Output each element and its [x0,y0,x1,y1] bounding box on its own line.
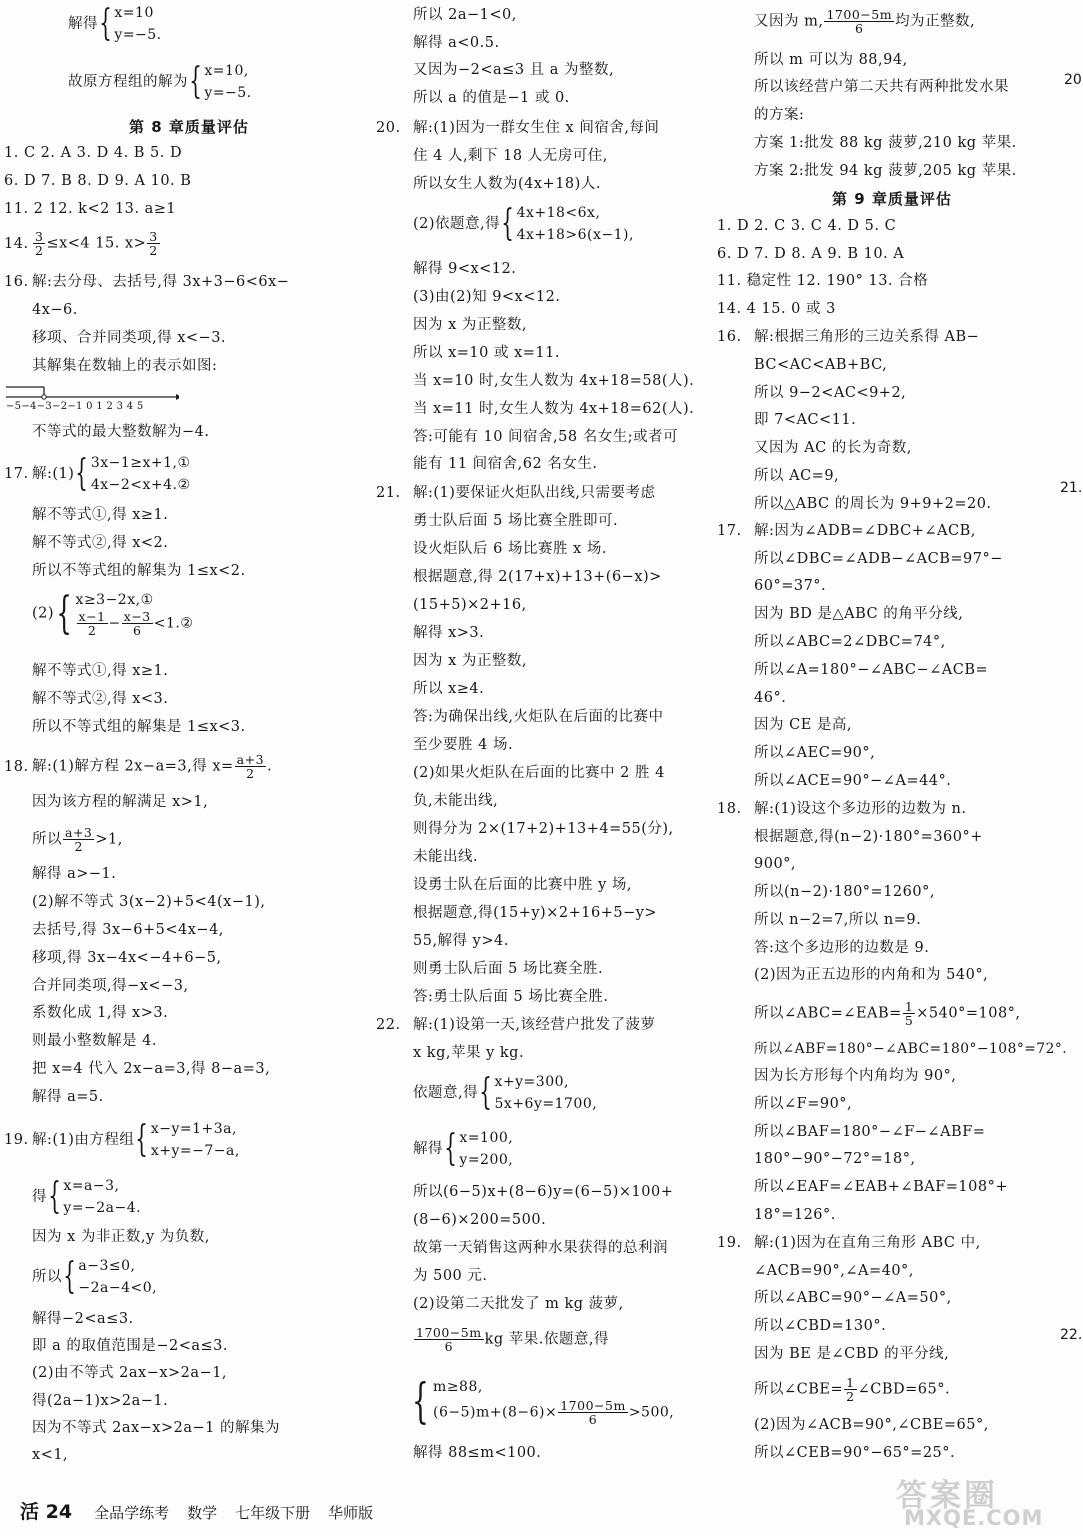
text: kg 苹果.依题意,得 [484,1331,609,1348]
text: 解:去分母、去括号,得 3x+3−6<6x− [32,274,290,290]
answer-line: 14. 4 15. 0 或 3 [717,301,836,317]
answer-line [413,1071,742,1115]
text: 解:(1)由方程组 [32,1132,135,1148]
text: 所以不等式组的解集是 1≤x<3. [32,719,246,735]
text: 解:(1)设第一天,该经营户批发了菠萝 [413,1017,656,1033]
text: (8−6)×200=500. [413,1212,547,1228]
text: . [267,758,273,775]
text: 解得 x>3. [413,625,485,641]
text: 解:(1)因为在直角三角形 ABC 中, [754,1235,981,1251]
text: <1.② [153,615,194,632]
text: (2)因为∠ACB=90°,∠CBE=65°, [754,1417,989,1433]
text: 解得 9<x<12. [413,261,517,277]
answer-line [754,1000,1067,1027]
inequality: −2a−4<0, [78,1280,158,1296]
text: 解得−2<a≤3. [32,1311,134,1327]
text: >500, [628,1404,675,1421]
text: 所以 [32,1269,62,1285]
question-number: 19. [717,1235,742,1251]
text: 解:(1)设这个多边形的边数为 n. [754,801,967,817]
brace: { [479,1072,493,1113]
text: >1, [95,831,123,848]
text: 解:因为∠ADB=∠DBC+∠ACB, [754,523,976,539]
text: 所以∠ABC=∠EAB= [754,1005,902,1022]
equation: y=−5. [114,27,162,43]
tick-labels: −5−4−3−2−1 0 1 2 3 4 5 [6,401,144,412]
denominator: 6 [588,1412,598,1427]
text: 合并同类项,得−x<−3, [32,978,189,994]
adjacent-page-label: 20 [1064,72,1082,88]
text: 解:(1)解方程 2x−a=3,得 x= [32,758,234,775]
text: 故第一天销售这两种水果获得的总利润 [413,1240,668,1256]
fraction [63,826,94,853]
text: 55,解得 y>4. [413,933,509,949]
brace: { [501,203,515,244]
text: 所以 2a−1<0, [413,7,517,23]
denominator: 2 [246,766,255,781]
equation-system [151,1118,240,1162]
text: 所以∠AEC=90°, [754,745,876,761]
text: 解得 a<0.5. [413,35,500,51]
chapter-heading: 第 9 章质量评估 [832,190,952,208]
question-number: 21. [376,485,401,501]
text: 的方案: [754,107,805,123]
text: 移项,得 3x−4x<−4+6−5, [32,950,222,966]
answer-line [4,753,374,780]
text: BC<AC<AB+BC, [754,357,888,373]
book-series: 全品学练考 [94,1504,170,1522]
text: 解得 [413,1141,443,1157]
text: 为 500 元. [413,1268,488,1284]
text: 根据题意,得(15+y)×2+16+5−y> [413,905,658,921]
brace: { [63,1256,77,1297]
text: 所以 [32,831,62,848]
inequality-system [91,452,191,496]
text: 即 7<AC<11. [754,412,857,428]
text: 所以△ABC 的周长为 9+9+2=20. [754,496,992,512]
edition: 华师版 [328,1504,374,1522]
text: 答:为确保出线,火炬队在后面的比赛中 [413,709,664,725]
adjacent-page-label: 22. [1060,1327,1083,1343]
text: 则得分为 2×(17+2)+13+4=55(分), [413,821,674,837]
text: 得(2a−1)x>2a−1. [32,1393,169,1409]
inequality-system [76,590,194,637]
text: ≤x<4 15. x> [46,235,147,252]
text: 勇士队后面 5 场比赛全胜即可. [413,513,619,529]
text: 所以 a 的值是−1 或 0. [413,90,570,106]
text: x kg,苹果 y kg. [413,1045,525,1061]
equation: x=10, [204,63,249,79]
answer-line [413,1127,742,1171]
text: (15+5)×2+16, [413,597,527,613]
text: (2)由不等式 2ax−x>2a−1, [32,1365,228,1381]
brace: { [48,1176,62,1217]
inequality: a−3≤0, [78,1258,136,1274]
answer-line: 11. 2 12. k<2 13. a≥1 [4,201,177,217]
equation: x=10 [114,5,154,21]
answer-line [754,1376,1067,1403]
subject: 数学 [187,1504,218,1522]
text: (2)依题意,得 [413,216,501,232]
equation: y=−2a−4. [63,1200,142,1216]
question-number: 18. [4,758,29,775]
text: 所以∠BAF=180°−∠F−∠ABF= [754,1124,986,1140]
denominator: 2 [149,243,158,258]
text: 去括号,得 3x−6+5<4x−4, [32,922,224,938]
text: 至少要胜 4 场. [413,737,514,753]
text: 不等式的最大整数解为−4. [32,424,210,440]
inequality: 4x−2<x+4.② [90,477,191,493]
answer-line: 11. 稳定性 12. 190° 13. 合格 [717,273,929,289]
question-number: 16. [4,274,29,290]
text: 所以(n−2)·180°=1260°, [754,884,935,900]
text: 又因为 AC 的长为奇数, [754,440,912,456]
text: 所以∠ACE=90°−∠A=44°. [754,773,952,789]
brace: { [135,1119,149,1160]
question-number: 14. [4,235,29,252]
numerator: x−1 [78,609,106,624]
fraction [122,610,153,637]
text: 所以∠ABF=180°−∠ABC=180°−108°=72°. [754,1041,1068,1057]
inequality: 3x−1≥x+1,① [90,455,191,471]
inequality-system [78,1255,157,1299]
denominator: 2 [35,243,44,258]
answer-line: 6. D 7. D 8. A 9. B 10. A [717,246,905,262]
text: 住 4 人,剩下 18 人无房可住, [413,148,608,164]
denominator: 2 [846,1389,855,1404]
question-number: 20. [376,120,401,136]
page-number: 活 24 [20,1501,73,1523]
equation-system [459,1127,513,1171]
denominator: 6 [444,1339,454,1354]
inequality-system [517,202,634,246]
text: 即 a 的取值范围是−2<a≤3. [32,1338,229,1354]
answer-line [32,587,374,639]
text: (2)解不等式 3(x−2)+5<4(x−1), [32,894,266,910]
denominator: 2 [87,623,97,638]
text: 46°. [754,690,787,706]
numerator: 3 [35,229,44,244]
text: 解得 [68,16,98,32]
text: 所以∠CBD=130°. [754,1318,887,1334]
text: 所以 m 可以为 88,94, [754,52,908,68]
text: 故原方程组的解为 [68,74,188,90]
denominator: 5 [904,1013,914,1028]
inequality: 4x+18>6(x−1), [516,227,634,243]
text: 所以∠DBC=∠ADB−∠ACB=97°− [754,551,1003,567]
text: 未能出线. [413,849,479,865]
text: 18°=126°. [754,1207,836,1223]
number-line [4,383,179,413]
fraction [235,753,266,780]
text: 因为 x 为正整数, [413,317,528,333]
text: 依题意,得 [413,1085,479,1101]
equation-system [63,1175,141,1219]
text: 其解集在数轴上的表示如图: [32,358,218,374]
denominator: 2 [74,839,83,854]
numerator: 1700−5m [826,7,893,22]
text: 所以 x=10 或 x=11. [413,345,560,361]
equation: x=a−3, [63,1178,120,1194]
equation: x+y=300, [494,1074,569,1090]
text: 因为 x 为非正数,y 为负数, [32,1229,210,1245]
question-number: 19. [4,1132,29,1148]
answer-line [4,230,374,257]
equation: x=100, [459,1130,514,1146]
brace: { [411,1372,430,1429]
text: 解:(1) [32,466,75,482]
text: 所以 n−2=7,所以 n=9. [754,912,922,928]
answer-line [4,452,374,496]
text: 又因为−2<a≤3 且 a 为整数, [413,62,615,78]
text: 得 [32,1189,47,1205]
page-footer [20,1497,391,1523]
watermark-url: MXQE.COM [904,1506,1044,1530]
text: (2)如果火炬队在后面的比赛中 2 胜 4 [413,765,665,781]
text: 当 x=11 时,女生人数为 4x+18=62(人). [413,401,695,417]
fraction [147,230,159,257]
text: 解得 a=5. [32,1089,104,1105]
answer-line [413,202,742,246]
equation: x−y=1+3a, [150,1121,237,1137]
equation: y=200, [459,1152,514,1168]
text: 所以∠CBE= [754,1381,844,1398]
question-number: 18. [717,801,742,817]
text: 方案 1:批发 88 kg 菠萝,210 kg 苹果. [754,135,1017,151]
text: 则最小整数解是 4. [32,1033,157,1049]
equation: y=−5. [204,85,252,101]
answer-line [409,1372,742,1429]
text: 因为 BE 是∠CBD 的平分线, [754,1346,950,1362]
text: 所以该经营户第二天共有两种批发水果 [754,79,1009,95]
text: ×540°=108°, [916,1005,1021,1022]
text: 因为长方形每个内角均为 90°, [754,1068,957,1084]
text: 解不等式①,得 x≥1. [32,663,169,679]
question-number: 17. [717,523,742,539]
equation: x+y=−7−a, [150,1143,240,1159]
equation-system [204,60,251,104]
brace: { [189,61,203,102]
text: 把 x=4 代入 2x−a=3,得 8−a=3, [32,1061,271,1077]
fraction [414,1326,484,1353]
text: 解得 88≤m<100. [413,1445,542,1461]
watermark [858,1468,1070,1530]
text: 解:(1)要保证火炬队出线,只需要考虑 [413,485,656,501]
text: 解不等式②,得 x<3. [32,691,169,707]
text: 系数化成 1,得 x>3. [32,1005,169,1021]
adjacent-page-label: 21. [1060,480,1083,496]
text: x<1, [32,1447,69,1463]
numerator: 1700−5m [560,1398,626,1413]
text: 方案 2:批发 94 kg 菠萝,205 kg 苹果. [754,163,1017,179]
text: 根据题意,得 2(17+x)+13+(6−x)> [413,569,662,585]
chapter-heading: 第 8 章质量评估 [129,118,249,136]
text: 根据题意,得(n−2)·180°=360°+ [754,829,983,845]
solution-result [68,2,374,46]
text: (6−5)m+(8−6)× [433,1404,558,1421]
text: ∠CBD=65°. [857,1381,951,1398]
denominator: 6 [133,623,142,638]
text: 所以∠CEB=90°−65°=25°. [754,1445,956,1461]
answer-line: 6. D 7. B 8. D 9. A 10. B [4,173,192,189]
text: (3)由(2)知 9<x<12. [413,289,561,305]
equation: 5x+6y=1700, [494,1096,598,1112]
text: 因为不等式 2ax−x>2a−1 的解集为 [32,1420,280,1436]
equation-system [495,1071,598,1115]
question-number: 17. [4,466,29,482]
numerator: 1 [846,1375,855,1390]
text: 答:可能有 10 间宿舍,58 名女生;或者可 [413,429,679,445]
text: 所以 x≥4. [413,681,485,697]
question-number: 16. [717,329,742,345]
text: 所以∠EAF=∠EAB+∠BAF=108°+ [754,1179,1008,1195]
text: 又因为 m, [754,13,824,30]
question-number: 22. [376,1017,401,1033]
answer-line [32,1255,374,1299]
text: 答:这个多边形的边数是 9. [754,940,930,956]
text: 所以不等式组的解集为 1≤x<2. [32,563,246,579]
denominator: 6 [855,21,864,36]
text: 900°, [754,856,797,872]
text: 所以∠F=90°, [754,1096,853,1112]
answer-line: 1. C 2. A 3. D 4. B 5. D [4,145,183,161]
fraction [824,8,894,35]
text: 负,未能出线, [413,793,499,809]
text: 180°−90°−72°=18°, [754,1151,916,1167]
text: 所以女生人数为(4x+18)人. [413,176,601,192]
fraction [558,1399,628,1426]
text: 解不等式①,得 x≥1. [32,507,169,523]
brace: { [56,587,73,639]
text: 因为 CE 是高, [754,717,853,733]
brace: { [444,1128,458,1169]
answer-line [32,1175,374,1219]
numerator: a+3 [65,825,93,840]
number-line-graph [4,383,179,403]
text: 60°=37°. [754,578,827,594]
text: 则勇士队后面 5 场比赛全胜. [413,961,604,977]
answer-line [32,826,374,853]
text: ∠ACB=90°,∠A=40°, [754,1263,914,1279]
text: 所以∠ABC=2∠DBC=74°, [754,634,946,650]
text: 解:根据三角形的三边关系得 AB− [754,329,980,345]
text: 所以(6−5)x+(8−6)y=(6−5)×100+ [413,1184,674,1200]
text: 解得 a>−1. [32,866,117,882]
text: − [108,615,121,632]
solution-result [68,60,374,104]
text: 所以∠ABC=90°−∠A=50°, [754,1290,952,1306]
text: (2)设第二天批发了 m kg 菠萝, [413,1296,624,1312]
numerator: x−3 [123,609,151,624]
fraction [903,1000,915,1027]
text: 当 x=10 时,女生人数为 4x+18=58(人). [413,373,695,389]
grade: 七年级下册 [235,1504,311,1522]
fraction [77,610,108,637]
numerator: 1 [904,999,914,1014]
text: 设火炬队后 6 场比赛胜 x 场. [413,541,607,557]
text: 所以 AC=9, [754,468,840,484]
text: 解不等式②,得 x<2. [32,535,169,551]
text: 所以∠A=180°−∠ABC−∠ACB= [754,662,989,678]
answer-line: 1. D 2. C 3. C 4. D 5. C [717,218,897,234]
text: 设勇士队在后面的比赛中胜 y 场, [413,877,633,893]
brace: { [75,453,89,494]
brace: { [99,3,113,44]
text: 答:勇士队后面 5 场比赛全胜. [413,989,609,1005]
text: (2)因为正五边形的内角和为 540°, [754,967,989,983]
text: 所以 9−2<AC<9+2, [754,385,907,401]
numerator: 3 [149,229,158,244]
fraction [33,230,45,257]
equation-system [114,2,161,46]
text: 因为 x 为正整数, [413,653,528,669]
text: 能有 11 间宿舍,62 名女生. [413,456,598,472]
text: 移项、合并同类项,得 x<−3. [32,330,227,346]
text: 4x−6. [32,302,78,318]
numerator: a+3 [236,752,265,767]
fraction [844,1376,856,1403]
text: 因为 BD 是△ABC 的角平分线, [754,606,964,622]
watermark-text: 答案圈 [896,1478,998,1514]
inequality: x≥3−2x,① [75,592,154,608]
inequality-system [433,1375,674,1426]
text: 解:(1)因为一群女生住 x 间宿舍,每间 [413,120,660,136]
text: 均为正整数, [895,13,976,30]
text: (2) [32,605,55,622]
text: 因为该方程的解满足 x>1, [32,794,209,810]
numerator: 1700−5m [416,1325,482,1340]
answer-line [4,1118,374,1162]
answer-line [413,1326,742,1353]
answer-line [754,8,1067,35]
inequality: m≥88, [433,1379,483,1395]
inequality: 4x+18<6x, [516,205,601,221]
